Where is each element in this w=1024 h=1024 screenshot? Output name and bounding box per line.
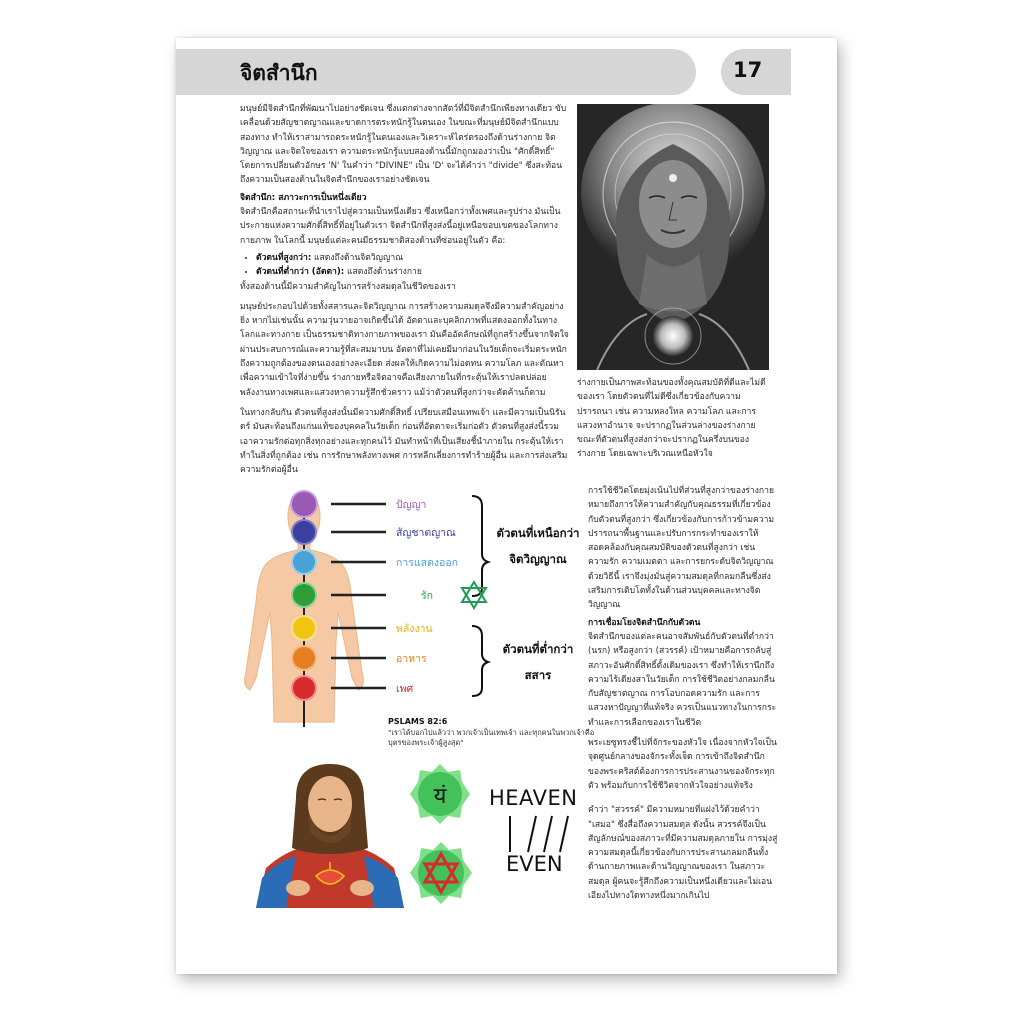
heart-chakra-yantra-icon <box>408 762 472 826</box>
sacred-heart-jesus-image <box>256 758 404 908</box>
list-item: • ตัวตนที่สูงกว่า: แสดงถึงด้านจิตวิญญาณ <box>256 251 570 265</box>
crown-chakra-icon <box>292 492 316 516</box>
psalm-quote <box>388 717 598 749</box>
bullet-list <box>240 251 570 280</box>
intro-paragraph: มนุษย์มีจิตสำนึกที่พัฒนาไปอย่างชัดเจน ซึ่งแตกต่างจากสัตว์ที่มีจิตสำนึกเพียงทางเดียว ขับเคลื่อนด้วยสัญชาตญาณและขาดการตระหนักรู้ในตนเอง ในขณะที่มนุษย์มีจิตสำนึกแบบสองทาง ทำให้เราสามารถตระหนักรู้ในตนเองและวิเคราะห์ไตร่ตรองถึงด้านร่างกาย จิตวิญญาณ และจิตใจของเรา ความตระหนักรู้แบบสองด้านนี้มักถูกมองว่าเป็น "ศักดิ์สิทธิ์" โดยการเปลี่ยนตัวอักษร 'N' ในคำว่า "DIVINE" เป็น 'D' จะได้คำว่า "divide" ซึ่งสะท้อนถึงความเป็นสองด้านในจิตสำนึกของเราอย่างชัดเจน <box>240 104 567 186</box>
throat-chakra-icon <box>293 551 315 573</box>
yantra-glyph: यं <box>433 784 447 809</box>
wordplay-slashes <box>506 814 576 854</box>
heaven-word: HEAVEN <box>489 786 578 810</box>
chakra-label: รัก <box>421 590 433 602</box>
solar-plexus-chakra-icon <box>293 617 315 639</box>
right-paragraph: คำว่า "สวรรค์" มีความหมายที่แฝงไว้ด้วยคำว่า "เสมอ" ซึ่งสื่อถึงความสมดุล ดังนั้น สวรรค์จึงเป็นสัญลักษณ์ของสภาวะที่มีความสมดุลภายใน การมุ่งสู่ความสมดุลนี้เกี่ยวข้องกับการประสานกลมกลืนทั้งด้านกายภาพและด้านวิญญาณของเรา ในสภาวะสมดุล ผู้คนจะรู้สึกถึงความเป็นหนึ่งเดียวและไม่เอนเอียงไปทางใดทางหนึ่งมากเกินไป <box>588 805 778 902</box>
chakra-diagram <box>236 482 580 742</box>
intro-paragraph: จิตสำนึกคือสถานะที่นำเราไปสู่ความเป็นหนึ่งเดียว ซึ่งเหนือกว่าทั้งเพศและรูปร่าง มันเป็นประกายแห่งความศักดิ์สิทธิ์ที่อยู่ในตัวเรา จิตสำนึกที่สูงส่งนี้อยู่เหนือขอบเขตของโลกทางกายภาพ ในโลกนี้ มนุษย์แต่ละคนมีธรรมชาติสองด้านที่ซ่อนอยู่ในตัว คือ: <box>240 207 561 246</box>
heart-chakra-icon <box>293 584 315 606</box>
intro-paragraph: ในทางกลับกัน ตัวตนที่สูงส่งนั้นมีความศักดิ์สิทธิ์ เปรียบเสมือนเทพเจ้า และมีความเป็นนิรันดร์ มันสะท้อนถึงแก่นแท้ของบุคคลในวัยเด็ก ก่อนที่อัตตาจะเริ่มก่อตัว ตัวตนที่สูงส่งนี้รวมเอาความรักต่อทุกสิ่งทุกอย่างและทุกคนไว้ มันทำหน้าที่เป็นเสียงชี้นำภายใน กระตุ้นให้เราทำในสิ่งที่ถูกต้อง เช่น การรักษาพลังทางเพศ การหลีกเลี่ยงการทำร้ายผู้อื่น และการส่งเสริมความรักต่อผู้อื่น <box>240 407 568 476</box>
chakra-label: การแสดงออก <box>396 557 458 569</box>
chakra-label: เพศ <box>396 683 414 695</box>
intro-paragraph: มนุษย์ประกอบไปด้วยทั้งสสารและจิตวิญญาณ การสร้างความสมดุลจึงมีความสำคัญอย่างยิ่ง หากไม่เช่นนั้น ความวุ่นวายอาจเกิดขึ้นได้ อัตตาและบุคลิกภาพที่แสดงออกทั้งในทางโลกและทางกาย เป็นธรรมชาติทางกายภาพของเรา มันคืออัตลักษณ์ที่ถูกสร้างขึ้นจากจิตใจผ่านประสบการณ์และความรู้ที่สะสมมาบน อัตตาที่ไม่เคยมีมาก่อนในวัยเด็กจะเริ่มตระหนักถึงความถูกต้องของตนเองอย่างละเอียด ส่งผลให้เกิดความไม่อดทน ความโลภ และตัณหา เพื่อความเข้าใจที่ง่ายขึ้น ร่างกายหรือจิตอาจคือเสียงภายในที่กระตุ้นให้เราปลดปล่อยพลังงานทางเพศและแสวงหาความรู้สึกชั่วคราว แม้ว่าตัวตนที่สูงกว่าจะคัดค้านก็ตาม <box>240 301 569 398</box>
page-number-box <box>721 49 791 95</box>
quote-text: "เราได้บอกไปแล้วว่า พวกเจ้าเป็นเทพเจ้า และทุกคนในพวกเจ้าคือบุตรของพระเจ้าผู้สูงสุด" <box>388 727 595 747</box>
page-title: จิตสำนึก <box>240 61 318 85</box>
section-heading: การเชื่อมโยงจิตสำนึกกับตัวตน <box>588 617 701 628</box>
page-number: 17 <box>733 58 763 82</box>
quote-title: PSLAMS 82:6 <box>388 717 448 726</box>
chakra-label: สัญชาตญาณ <box>396 527 456 539</box>
section-heading: จิตสำนึก: สภาวะการเป็นหนึ่งเดียว <box>240 192 367 203</box>
right-paragraph: การใช้ชีวิตโดยมุ่งเน้นไปที่ส่วนที่สูงกว่าของร่างกาย หมายถึงการให้ความสำคัญกับคุณธรรมที่เกี่ยวข้องกับตัวตนที่สูงกว่า ซึ่งเกี่ยวข้องกับการก้าวข้ามความปรารถนาพื้นฐานและปรับการกระทำของเราให้สอดคล้องกับคุณสมบัติของตัวตนที่สูงกว่า เช่น ความรัก ความเมตตา และการยกระดับจิตวิญญาณ ด้วยวิธีนี้ เราจึงมุ่งมั่นสู่ความสมดุลที่กลมกลืนซึ่งส่งเสริมการเติบโตทั้งในด้านส่วนบุคคลและทางจิตวิญญาณ <box>588 486 775 611</box>
right-column-text <box>588 484 778 906</box>
goddess-portrait-illustration <box>577 104 769 370</box>
third-eye-chakra-icon <box>293 521 315 543</box>
chakra-label: อาหาร <box>396 653 427 665</box>
chakra-label: ปัญญา <box>396 499 427 511</box>
list-item: • ตัวตนที่ต่ำกว่า (อัตตา): แสดงถึงด้านร่างกาย <box>256 265 570 279</box>
star-yantra-icon <box>408 840 474 906</box>
title-bar <box>176 49 696 95</box>
portrait-caption: ร่างกายเป็นภาพสะท้อนของทั้งคุณสมบัติที่ดีและไม่ดีของเรา โดยตัวตนที่ไม่ดีซึ่งเกี่ยวข้องกับความปรารถนา เช่น ความหลงใหล ความโลภ และการแสวงหาอำนาจ จะปรากฏในส่วนล่างของร่างกาย ขณะที่ตัวตนที่สูงส่งกว่าจะปรากฏในครึ่งบนของร่างกาย โดยเฉพาะบริเวณเหนือหัวใจ <box>577 378 766 460</box>
right-paragraph: จิตสำนึกของแต่ละคนอาจสัมพันธ์กับตัวตนที่ต่ำกว่า (นรก) หรือสูงกว่า (สวรรค์) เป้าหมายคือการกลับสู่สภาวะอันศักดิ์สิทธิ์ดั้งเดิมของเรา ซึ่งทำให้เรานึกถึงความไร้เดียงสาในวัยเด็ก การใช้ชีวิตอย่างกลมกลืนกับสัญชาตญาณ การโอบกอดความรัก และการแสวงหาปัญญาที่แท้จริง ควรเป็นแนวทางในการกระทำและการเลือกของเราในชีวิต <box>588 631 777 728</box>
sacral-chakra-icon <box>293 647 315 669</box>
document-page <box>176 38 837 974</box>
lower-self-group-label: ตัวตนที่ต่ำกว่า สสาร <box>502 642 574 682</box>
intro-text <box>240 102 570 480</box>
even-word: EVEN <box>506 852 563 876</box>
upper-self-group-label: ตัวตนที่เหนือกว่า จิตวิญญาณ <box>496 526 580 566</box>
intro-paragraph: ทั้งสองด้านนี้มีความสำคัญในการสร้างสมดุลในชีวิตของเรา <box>240 281 456 292</box>
root-chakra-icon <box>293 677 315 699</box>
right-paragraph: พระเยซูทรงชี้ไปที่จักระของหัวใจ เนื่องจากหัวใจเป็นจุดศูนย์กลางของจักระทั้งเจ็ด การเข้าถึงจิตสำนึกของพระคริสต์ต้องการการประสานงานของจักระทุกตัว พร้อมกับการใช้ชีวิตจากหัวใจอย่างแท้จริง <box>588 738 777 791</box>
chakra-label: พลังงาน <box>396 623 433 635</box>
